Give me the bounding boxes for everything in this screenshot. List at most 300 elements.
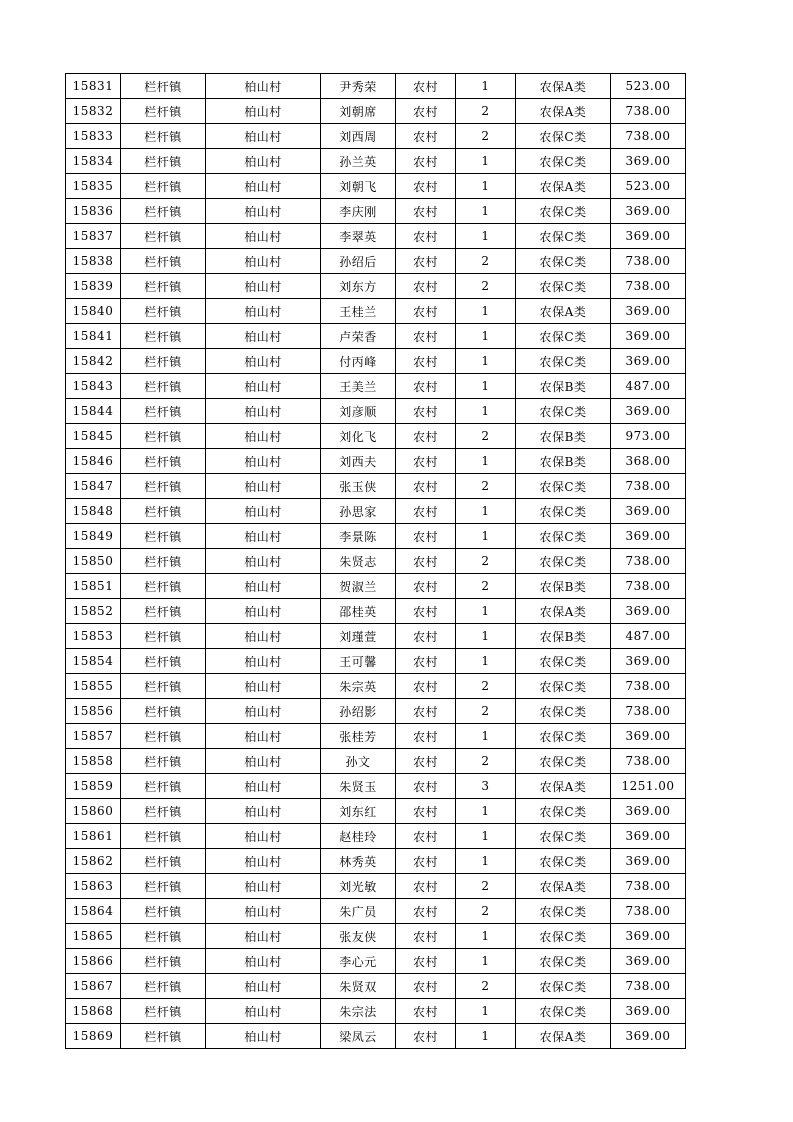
cell-town: 栏杆镇 xyxy=(121,249,206,274)
cell-insurance-category: 农保A类 xyxy=(516,299,611,324)
cell-village: 柏山村 xyxy=(206,949,321,974)
cell-person-name: 朱广员 xyxy=(321,899,396,924)
cell-person-name: 梁凤云 xyxy=(321,1024,396,1049)
cell-person-count: 1 xyxy=(456,799,516,824)
cell-residence-type: 农村 xyxy=(396,999,456,1024)
cell-record-id: 15861 xyxy=(66,824,121,849)
cell-person-count: 2 xyxy=(456,699,516,724)
cell-residence-type: 农村 xyxy=(396,549,456,574)
table-row xyxy=(66,174,686,199)
cell-residence-type: 农村 xyxy=(396,524,456,549)
cell-town: 栏杆镇 xyxy=(121,199,206,224)
cell-record-id: 15864 xyxy=(66,899,121,924)
cell-village: 柏山村 xyxy=(206,99,321,124)
cell-insurance-category: 农保B类 xyxy=(516,624,611,649)
cell-amount: 369.00 xyxy=(611,799,686,824)
cell-insurance-category: 农保C类 xyxy=(516,499,611,524)
cell-town: 栏杆镇 xyxy=(121,499,206,524)
cell-person-count: 2 xyxy=(456,424,516,449)
cell-insurance-category: 农保C类 xyxy=(516,799,611,824)
table-row xyxy=(66,599,686,624)
cell-record-id: 15869 xyxy=(66,1024,121,1049)
cell-insurance-category: 农保C类 xyxy=(516,824,611,849)
cell-amount: 369.00 xyxy=(611,499,686,524)
table-row xyxy=(66,549,686,574)
cell-town: 栏杆镇 xyxy=(121,524,206,549)
cell-residence-type: 农村 xyxy=(396,924,456,949)
cell-person-count: 2 xyxy=(456,474,516,499)
cell-town: 栏杆镇 xyxy=(121,99,206,124)
table-row xyxy=(66,999,686,1024)
cell-amount: 369.00 xyxy=(611,324,686,349)
cell-village: 柏山村 xyxy=(206,124,321,149)
cell-village: 柏山村 xyxy=(206,774,321,799)
cell-residence-type: 农村 xyxy=(396,599,456,624)
cell-village: 柏山村 xyxy=(206,199,321,224)
cell-insurance-category: 农保C类 xyxy=(516,674,611,699)
table-row xyxy=(66,524,686,549)
cell-village: 柏山村 xyxy=(206,1024,321,1049)
table-row xyxy=(66,799,686,824)
cell-insurance-category: 农保A类 xyxy=(516,99,611,124)
cell-record-id: 15840 xyxy=(66,299,121,324)
cell-village: 柏山村 xyxy=(206,174,321,199)
cell-insurance-category: 农保C类 xyxy=(516,949,611,974)
cell-person-count: 1 xyxy=(456,224,516,249)
cell-village: 柏山村 xyxy=(206,74,321,99)
cell-town: 栏杆镇 xyxy=(121,874,206,899)
table-row xyxy=(66,649,686,674)
cell-person-name: 刘朝飞 xyxy=(321,174,396,199)
table-row xyxy=(66,424,686,449)
cell-person-count: 1 xyxy=(456,524,516,549)
cell-amount: 369.00 xyxy=(611,849,686,874)
cell-town: 栏杆镇 xyxy=(121,574,206,599)
cell-amount: 369.00 xyxy=(611,224,686,249)
cell-residence-type: 农村 xyxy=(396,199,456,224)
cell-person-name: 刘西周 xyxy=(321,124,396,149)
table-row xyxy=(66,224,686,249)
cell-village: 柏山村 xyxy=(206,324,321,349)
cell-residence-type: 农村 xyxy=(396,99,456,124)
cell-record-id: 15866 xyxy=(66,949,121,974)
cell-town: 栏杆镇 xyxy=(121,324,206,349)
cell-amount: 738.00 xyxy=(611,99,686,124)
cell-person-count: 1 xyxy=(456,174,516,199)
cell-residence-type: 农村 xyxy=(396,649,456,674)
table-row xyxy=(66,199,686,224)
cell-residence-type: 农村 xyxy=(396,449,456,474)
table-row xyxy=(66,674,686,699)
cell-insurance-category: 农保B类 xyxy=(516,424,611,449)
cell-person-name: 朱宗法 xyxy=(321,999,396,1024)
cell-person-name: 尹秀荣 xyxy=(321,74,396,99)
table-row xyxy=(66,949,686,974)
cell-amount: 369.00 xyxy=(611,1024,686,1049)
cell-insurance-category: 农保A类 xyxy=(516,774,611,799)
cell-record-id: 15834 xyxy=(66,149,121,174)
cell-town: 栏杆镇 xyxy=(121,374,206,399)
cell-village: 柏山村 xyxy=(206,374,321,399)
cell-person-name: 邵桂英 xyxy=(321,599,396,624)
cell-residence-type: 农村 xyxy=(396,299,456,324)
cell-insurance-category: 农保C类 xyxy=(516,549,611,574)
cell-village: 柏山村 xyxy=(206,499,321,524)
cell-village: 柏山村 xyxy=(206,874,321,899)
cell-village: 柏山村 xyxy=(206,274,321,299)
cell-village: 柏山村 xyxy=(206,849,321,874)
cell-insurance-category: 农保C类 xyxy=(516,224,611,249)
cell-record-id: 15833 xyxy=(66,124,121,149)
cell-town: 栏杆镇 xyxy=(121,599,206,624)
cell-residence-type: 农村 xyxy=(396,499,456,524)
cell-record-id: 15862 xyxy=(66,849,121,874)
cell-town: 栏杆镇 xyxy=(121,474,206,499)
cell-residence-type: 农村 xyxy=(396,324,456,349)
table-row xyxy=(66,449,686,474)
cell-residence-type: 农村 xyxy=(396,699,456,724)
cell-record-id: 15845 xyxy=(66,424,121,449)
cell-town: 栏杆镇 xyxy=(121,424,206,449)
cell-person-name: 朱贤双 xyxy=(321,974,396,999)
cell-insurance-category: 农保C类 xyxy=(516,274,611,299)
cell-amount: 523.00 xyxy=(611,174,686,199)
cell-record-id: 15856 xyxy=(66,699,121,724)
cell-residence-type: 农村 xyxy=(396,424,456,449)
cell-person-name: 张玉侠 xyxy=(321,474,396,499)
cell-residence-type: 农村 xyxy=(396,274,456,299)
cell-amount: 738.00 xyxy=(611,874,686,899)
cell-person-name: 孙文 xyxy=(321,749,396,774)
cell-town: 栏杆镇 xyxy=(121,899,206,924)
table-row xyxy=(66,749,686,774)
document-sheet xyxy=(65,73,686,1049)
cell-village: 柏山村 xyxy=(206,749,321,774)
cell-town: 栏杆镇 xyxy=(121,174,206,199)
cell-town: 栏杆镇 xyxy=(121,924,206,949)
cell-town: 栏杆镇 xyxy=(121,1024,206,1049)
cell-record-id: 15868 xyxy=(66,999,121,1024)
cell-residence-type: 农村 xyxy=(396,899,456,924)
cell-residence-type: 农村 xyxy=(396,349,456,374)
cell-town: 栏杆镇 xyxy=(121,949,206,974)
cell-person-name: 张友侠 xyxy=(321,924,396,949)
table-row xyxy=(66,874,686,899)
table-row xyxy=(66,1024,686,1049)
cell-person-count: 1 xyxy=(456,499,516,524)
cell-town: 栏杆镇 xyxy=(121,974,206,999)
cell-town: 栏杆镇 xyxy=(121,124,206,149)
table-row xyxy=(66,974,686,999)
cell-residence-type: 农村 xyxy=(396,974,456,999)
cell-person-count: 2 xyxy=(456,674,516,699)
cell-town: 栏杆镇 xyxy=(121,774,206,799)
cell-insurance-category: 农保A类 xyxy=(516,174,611,199)
cell-person-name: 刘光敏 xyxy=(321,874,396,899)
cell-town: 栏杆镇 xyxy=(121,649,206,674)
table-row xyxy=(66,374,686,399)
cell-record-id: 15847 xyxy=(66,474,121,499)
cell-person-name: 孙兰英 xyxy=(321,149,396,174)
cell-residence-type: 农村 xyxy=(396,674,456,699)
cell-person-name: 王美兰 xyxy=(321,374,396,399)
cell-amount: 738.00 xyxy=(611,974,686,999)
cell-town: 栏杆镇 xyxy=(121,749,206,774)
cell-amount: 369.00 xyxy=(611,299,686,324)
cell-record-id: 15838 xyxy=(66,249,121,274)
cell-person-count: 1 xyxy=(456,299,516,324)
table-row xyxy=(66,724,686,749)
cell-person-count: 1 xyxy=(456,824,516,849)
cell-town: 栏杆镇 xyxy=(121,349,206,374)
cell-village: 柏山村 xyxy=(206,474,321,499)
cell-village: 柏山村 xyxy=(206,924,321,949)
cell-person-name: 刘东方 xyxy=(321,274,396,299)
cell-insurance-category: 农保A类 xyxy=(516,874,611,899)
cell-person-name: 朱宗英 xyxy=(321,674,396,699)
cell-village: 柏山村 xyxy=(206,299,321,324)
cell-person-name: 刘化飞 xyxy=(321,424,396,449)
cell-record-id: 15855 xyxy=(66,674,121,699)
cell-person-count: 1 xyxy=(456,999,516,1024)
cell-residence-type: 农村 xyxy=(396,849,456,874)
cell-amount: 369.00 xyxy=(611,924,686,949)
cell-insurance-category: 农保C类 xyxy=(516,899,611,924)
cell-person-name: 王可馨 xyxy=(321,649,396,674)
cell-town: 栏杆镇 xyxy=(121,299,206,324)
cell-person-name: 赵桂玲 xyxy=(321,824,396,849)
cell-insurance-category: 农保A类 xyxy=(516,74,611,99)
cell-amount: 369.00 xyxy=(611,724,686,749)
cell-person-name: 李景陈 xyxy=(321,524,396,549)
cell-amount: 738.00 xyxy=(611,674,686,699)
cell-residence-type: 农村 xyxy=(396,224,456,249)
cell-amount: 738.00 xyxy=(611,474,686,499)
cell-amount: 487.00 xyxy=(611,374,686,399)
cell-amount: 369.00 xyxy=(611,199,686,224)
cell-town: 栏杆镇 xyxy=(121,224,206,249)
cell-person-name: 林秀英 xyxy=(321,849,396,874)
cell-residence-type: 农村 xyxy=(396,1024,456,1049)
cell-person-count: 2 xyxy=(456,549,516,574)
cell-person-count: 2 xyxy=(456,574,516,599)
table-row xyxy=(66,474,686,499)
cell-person-count: 2 xyxy=(456,249,516,274)
cell-amount: 738.00 xyxy=(611,749,686,774)
cell-village: 柏山村 xyxy=(206,574,321,599)
cell-person-count: 1 xyxy=(456,374,516,399)
cell-town: 栏杆镇 xyxy=(121,849,206,874)
table-row xyxy=(66,99,686,124)
cell-residence-type: 农村 xyxy=(396,799,456,824)
cell-town: 栏杆镇 xyxy=(121,449,206,474)
cell-insurance-category: 农保C类 xyxy=(516,324,611,349)
cell-record-id: 15844 xyxy=(66,399,121,424)
cell-village: 柏山村 xyxy=(206,899,321,924)
cell-person-name: 刘东红 xyxy=(321,799,396,824)
cell-village: 柏山村 xyxy=(206,699,321,724)
cell-residence-type: 农村 xyxy=(396,374,456,399)
cell-amount: 738.00 xyxy=(611,699,686,724)
cell-record-id: 15858 xyxy=(66,749,121,774)
cell-insurance-category: 农保B类 xyxy=(516,374,611,399)
cell-village: 柏山村 xyxy=(206,624,321,649)
cell-village: 柏山村 xyxy=(206,824,321,849)
cell-residence-type: 农村 xyxy=(396,574,456,599)
cell-insurance-category: 农保C类 xyxy=(516,699,611,724)
cell-record-id: 15832 xyxy=(66,99,121,124)
cell-residence-type: 农村 xyxy=(396,74,456,99)
cell-village: 柏山村 xyxy=(206,249,321,274)
table-row xyxy=(66,699,686,724)
cell-town: 栏杆镇 xyxy=(121,274,206,299)
cell-residence-type: 农村 xyxy=(396,724,456,749)
cell-town: 栏杆镇 xyxy=(121,724,206,749)
cell-person-count: 1 xyxy=(456,349,516,374)
cell-person-count: 2 xyxy=(456,124,516,149)
cell-amount: 369.00 xyxy=(611,824,686,849)
cell-village: 柏山村 xyxy=(206,649,321,674)
cell-village: 柏山村 xyxy=(206,599,321,624)
table-row xyxy=(66,249,686,274)
table-row xyxy=(66,274,686,299)
cell-insurance-category: 农保C类 xyxy=(516,999,611,1024)
cell-person-count: 1 xyxy=(456,199,516,224)
cell-amount: 1251.00 xyxy=(611,774,686,799)
cell-residence-type: 农村 xyxy=(396,474,456,499)
cell-insurance-category: 农保C类 xyxy=(516,924,611,949)
cell-amount: 523.00 xyxy=(611,74,686,99)
cell-insurance-category: 农保C类 xyxy=(516,399,611,424)
table-row xyxy=(66,74,686,99)
cell-person-count: 1 xyxy=(456,924,516,949)
cell-record-id: 15852 xyxy=(66,599,121,624)
cell-person-count: 1 xyxy=(456,949,516,974)
cell-person-count: 1 xyxy=(456,849,516,874)
cell-insurance-category: 农保C类 xyxy=(516,199,611,224)
cell-person-count: 1 xyxy=(456,324,516,349)
cell-record-id: 15867 xyxy=(66,974,121,999)
cell-record-id: 15846 xyxy=(66,449,121,474)
cell-amount: 738.00 xyxy=(611,574,686,599)
cell-residence-type: 农村 xyxy=(396,399,456,424)
table-row xyxy=(66,324,686,349)
cell-record-id: 15851 xyxy=(66,574,121,599)
cell-residence-type: 农村 xyxy=(396,149,456,174)
cell-record-id: 15865 xyxy=(66,924,121,949)
table-row xyxy=(66,299,686,324)
cell-record-id: 15863 xyxy=(66,874,121,899)
table-row xyxy=(66,774,686,799)
cell-record-id: 15853 xyxy=(66,624,121,649)
cell-person-count: 1 xyxy=(456,1024,516,1049)
cell-village: 柏山村 xyxy=(206,549,321,574)
cell-town: 栏杆镇 xyxy=(121,999,206,1024)
cell-town: 栏杆镇 xyxy=(121,399,206,424)
cell-insurance-category: 农保B类 xyxy=(516,574,611,599)
cell-insurance-category: 农保C类 xyxy=(516,474,611,499)
cell-record-id: 15857 xyxy=(66,724,121,749)
cell-village: 柏山村 xyxy=(206,399,321,424)
cell-town: 栏杆镇 xyxy=(121,699,206,724)
cell-amount: 369.00 xyxy=(611,999,686,1024)
cell-record-id: 15837 xyxy=(66,224,121,249)
table-row xyxy=(66,924,686,949)
cell-amount: 738.00 xyxy=(611,124,686,149)
cell-town: 栏杆镇 xyxy=(121,149,206,174)
cell-amount: 369.00 xyxy=(611,949,686,974)
table-body xyxy=(66,74,686,1049)
cell-residence-type: 农村 xyxy=(396,124,456,149)
cell-town: 栏杆镇 xyxy=(121,624,206,649)
cell-village: 柏山村 xyxy=(206,799,321,824)
cell-person-name: 刘朝席 xyxy=(321,99,396,124)
table-row xyxy=(66,849,686,874)
cell-person-name: 贺淑兰 xyxy=(321,574,396,599)
cell-residence-type: 农村 xyxy=(396,824,456,849)
table-row xyxy=(66,149,686,174)
cell-residence-type: 农村 xyxy=(396,749,456,774)
cell-village: 柏山村 xyxy=(206,149,321,174)
cell-person-count: 2 xyxy=(456,899,516,924)
cell-insurance-category: 农保C类 xyxy=(516,849,611,874)
cell-person-name: 刘彦顺 xyxy=(321,399,396,424)
cell-village: 柏山村 xyxy=(206,974,321,999)
cell-record-id: 15860 xyxy=(66,799,121,824)
cell-amount: 369.00 xyxy=(611,349,686,374)
cell-insurance-category: 农保A类 xyxy=(516,1024,611,1049)
cell-person-count: 1 xyxy=(456,149,516,174)
cell-village: 柏山村 xyxy=(206,224,321,249)
table-row xyxy=(66,824,686,849)
cell-insurance-category: 农保C类 xyxy=(516,249,611,274)
cell-amount: 369.00 xyxy=(611,524,686,549)
cell-amount: 738.00 xyxy=(611,899,686,924)
cell-residence-type: 农村 xyxy=(396,249,456,274)
cell-town: 栏杆镇 xyxy=(121,74,206,99)
cell-town: 栏杆镇 xyxy=(121,674,206,699)
cell-residence-type: 农村 xyxy=(396,949,456,974)
cell-insurance-category: 农保C类 xyxy=(516,724,611,749)
cell-insurance-category: 农保C类 xyxy=(516,749,611,774)
cell-person-name: 付丙峰 xyxy=(321,349,396,374)
cell-person-count: 2 xyxy=(456,974,516,999)
cell-person-name: 刘西夫 xyxy=(321,449,396,474)
cell-record-id: 15854 xyxy=(66,649,121,674)
cell-insurance-category: 农保C类 xyxy=(516,124,611,149)
cell-amount: 368.00 xyxy=(611,449,686,474)
cell-village: 柏山村 xyxy=(206,349,321,374)
cell-insurance-category: 农保C类 xyxy=(516,974,611,999)
cell-village: 柏山村 xyxy=(206,449,321,474)
cell-record-id: 15843 xyxy=(66,374,121,399)
cell-record-id: 15836 xyxy=(66,199,121,224)
cell-person-name: 卢荣香 xyxy=(321,324,396,349)
cell-village: 柏山村 xyxy=(206,724,321,749)
table-row xyxy=(66,899,686,924)
cell-village: 柏山村 xyxy=(206,524,321,549)
cell-person-count: 1 xyxy=(456,399,516,424)
cell-insurance-category: 农保C类 xyxy=(516,349,611,374)
cell-amount: 369.00 xyxy=(611,649,686,674)
cell-person-count: 1 xyxy=(456,624,516,649)
cell-person-count: 1 xyxy=(456,74,516,99)
cell-record-id: 15839 xyxy=(66,274,121,299)
cell-town: 栏杆镇 xyxy=(121,799,206,824)
cell-amount: 487.00 xyxy=(611,624,686,649)
table-row xyxy=(66,349,686,374)
cell-residence-type: 农村 xyxy=(396,874,456,899)
